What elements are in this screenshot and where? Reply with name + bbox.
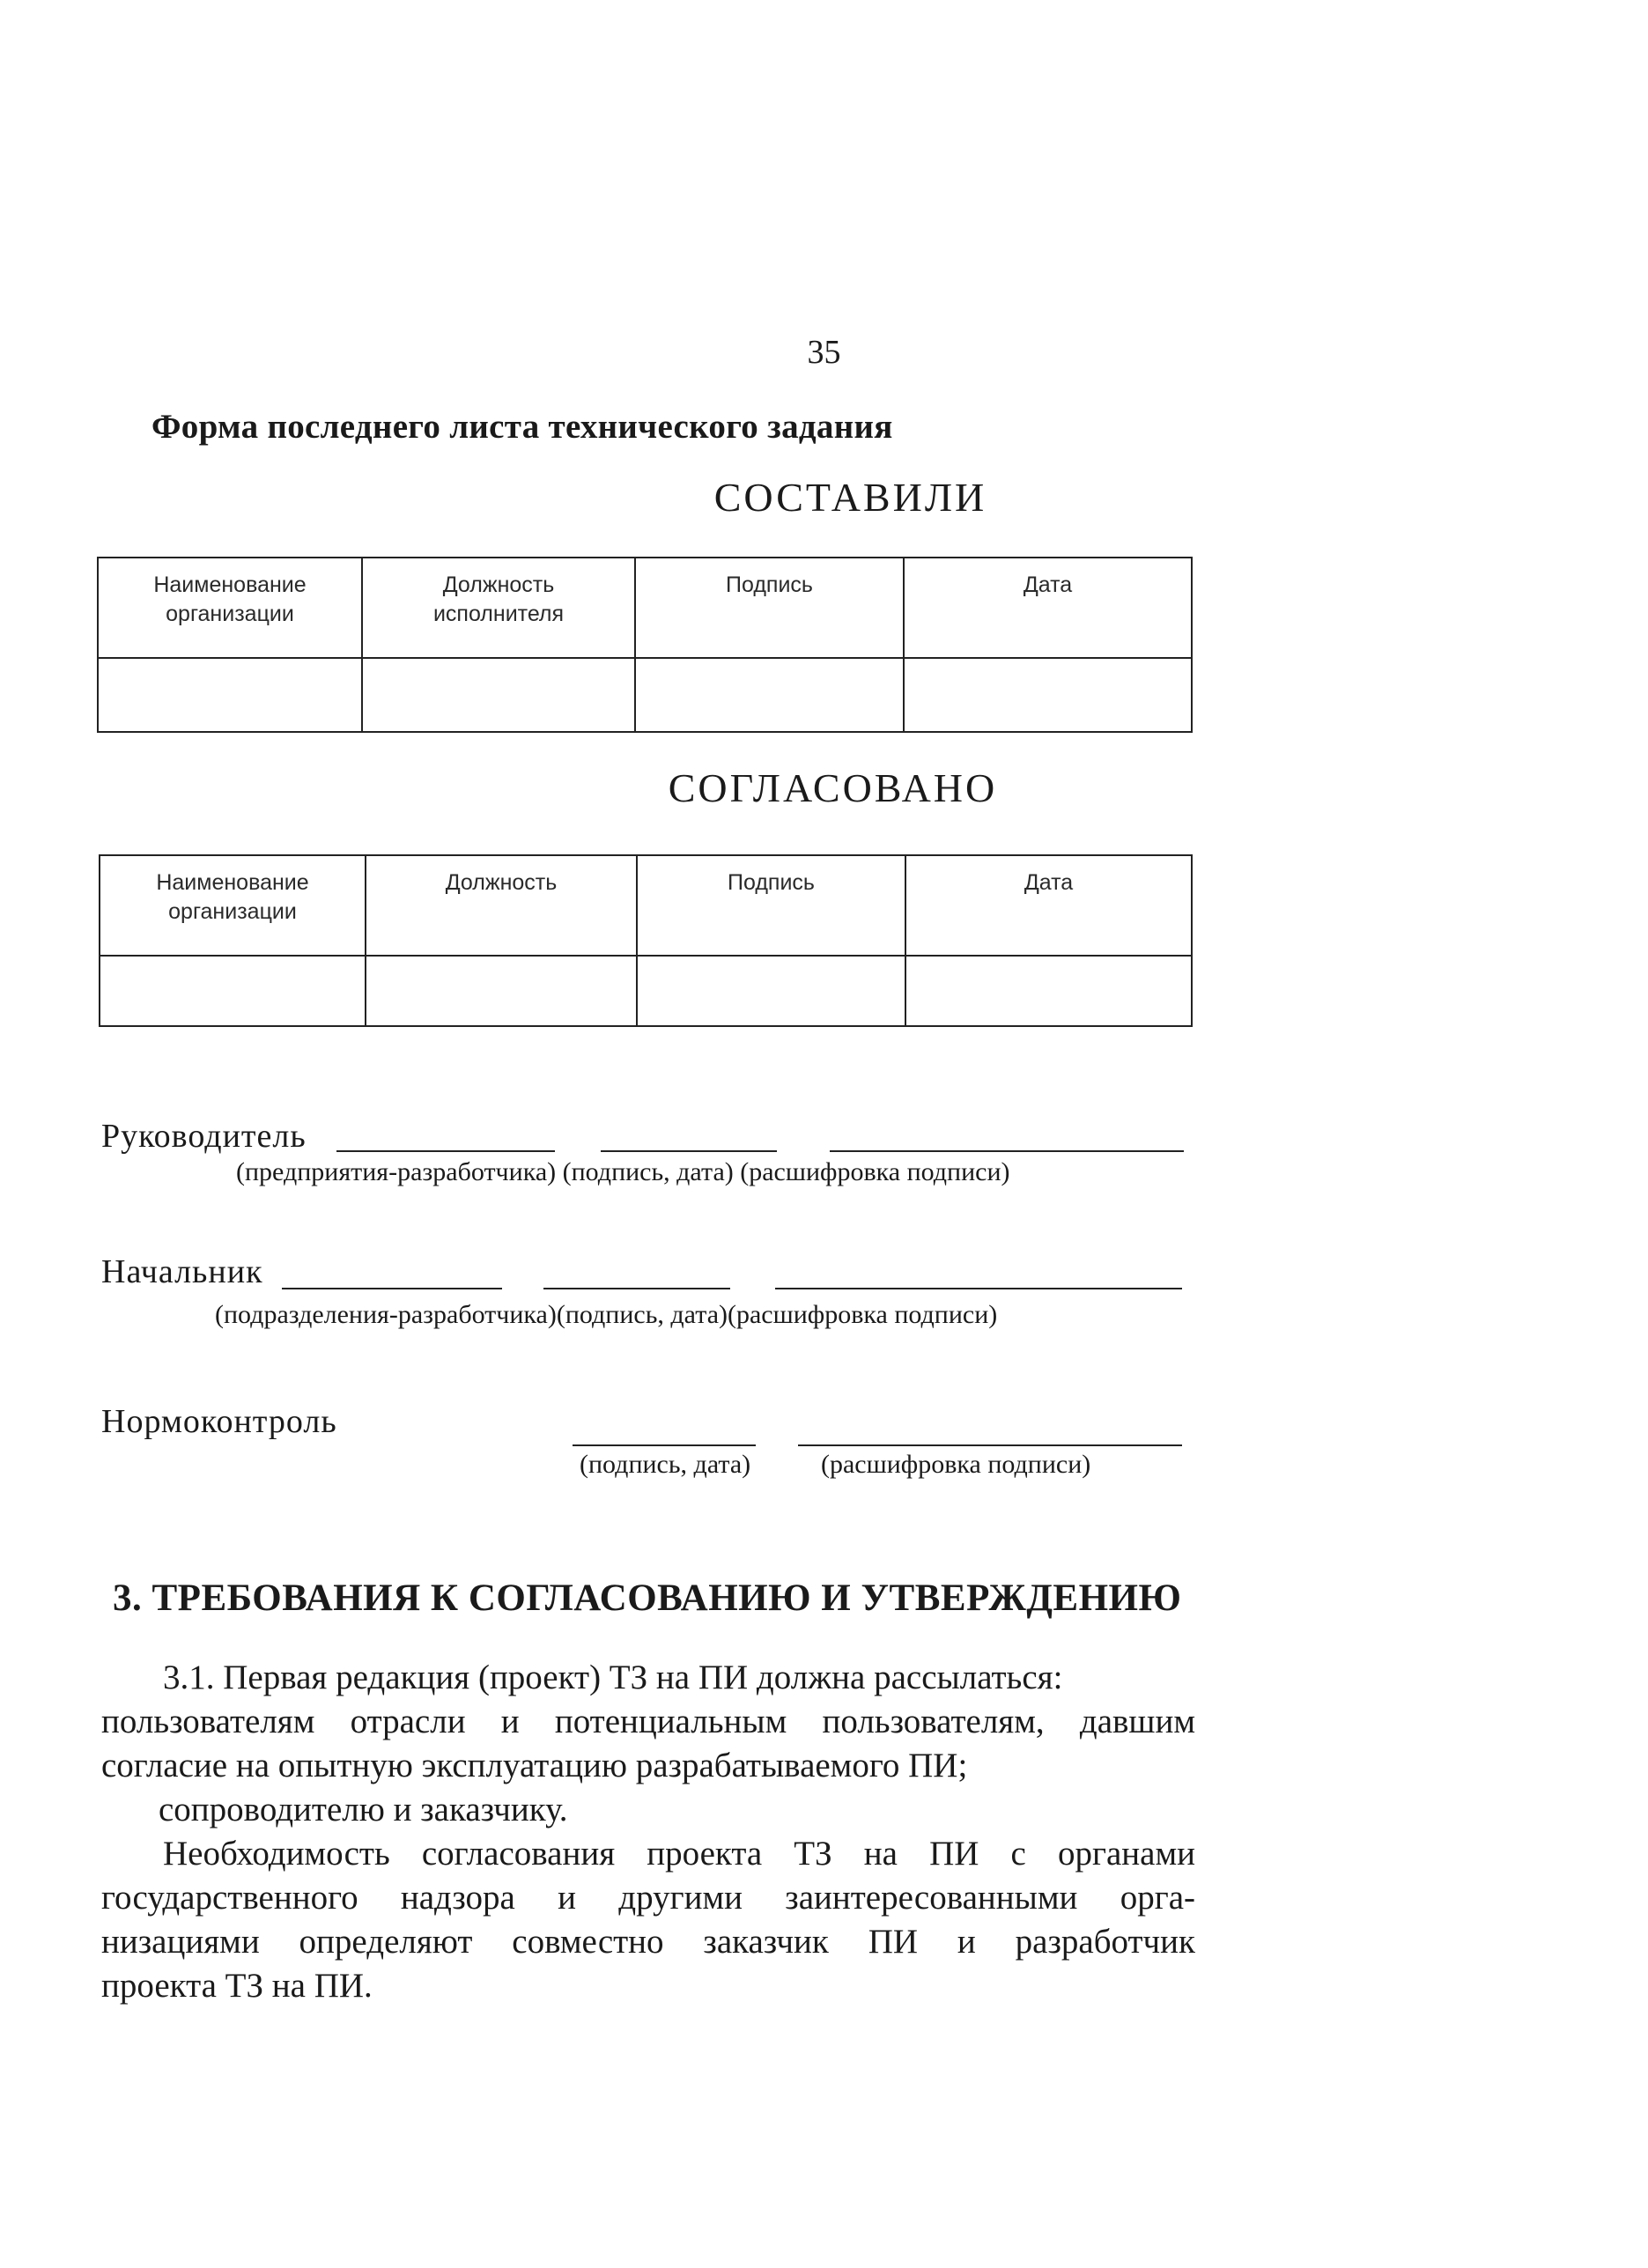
normcontrol-decode-line xyxy=(798,1444,1182,1446)
blank-cell xyxy=(635,658,904,732)
table-header-row xyxy=(98,558,1192,658)
chief-decode-line xyxy=(775,1288,1182,1289)
blank-cell xyxy=(637,956,905,1026)
blank-cell xyxy=(362,658,635,732)
column-header-date: Дата xyxy=(904,558,1192,658)
column-header-signature: Подпись xyxy=(635,558,904,658)
soglasovano-table xyxy=(99,854,1193,1027)
blank-cell xyxy=(98,658,362,732)
sostavili-heading: СОСТАВИЛИ xyxy=(713,475,987,520)
column-header-signature: Подпись xyxy=(637,855,905,956)
normcontrol-label: Нормоконтроль xyxy=(101,1403,337,1440)
soglasovano-heading: СОГЛАСОВАНО xyxy=(668,765,998,810)
page-number: 35 xyxy=(807,334,841,371)
table-header-row xyxy=(100,855,1192,956)
blank-cell xyxy=(366,956,637,1026)
normcontrol-sign-caption: (подпись, дата) xyxy=(580,1450,751,1479)
normcontrol-sign-line xyxy=(573,1444,756,1446)
chief-caption: (подразделения-разработчика)(подпись, дата)(расшифровка подписи) xyxy=(215,1300,998,1329)
chief-sign-line xyxy=(543,1288,730,1289)
column-header-date: Дата xyxy=(905,855,1192,956)
head-caption: (предприятия-разработчика) (подпись, дата) (расшифровка подписи) xyxy=(236,1157,1010,1186)
chief-org-line xyxy=(282,1288,502,1289)
section3-paragraph-2: сопроводителю и заказчику. xyxy=(159,1791,568,1828)
blank-cell xyxy=(905,956,1192,1026)
form-title: Форма последнего листа технического задания xyxy=(151,408,893,446)
section3-paragraph-3: Необходимость согласования проекта ТЗ на ПИ с органами государственного надзора и другими заинтересованными орга- низациями определяют совместно заказчик ПИ и разработчик проекта ТЗ на ПИ. xyxy=(101,1835,1195,2005)
normcontrol-decode-caption: (расшифровка подписи) xyxy=(821,1450,1091,1479)
column-header-organization: Наименование организации xyxy=(98,558,362,658)
head-sign-line xyxy=(601,1150,777,1152)
column-header-position: Должность исполнителя xyxy=(362,558,635,658)
blank-cell xyxy=(904,658,1192,732)
column-header-organization: Наименование организации xyxy=(100,855,366,956)
table-row xyxy=(98,658,1192,732)
sostavili-table xyxy=(97,557,1193,733)
head-decode-line xyxy=(830,1150,1184,1152)
section3-paragraph-1: 3.1. Первая редакция (проект) ТЗ на ПИ должна рассылаться: пользователям отрасли и потенциальным пользователям, давшим согласие на опытную эксплуатацию разрабатываемого ПИ; xyxy=(101,1659,1195,1784)
section3-heading: 3. ТРЕБОВАНИЯ К СОГЛАСОВАНИЮ И УТВЕРЖДЕНИЮ xyxy=(113,1577,1182,1619)
blank-cell xyxy=(100,956,366,1026)
head-label: Руководитель xyxy=(101,1118,307,1155)
chief-label: Начальник xyxy=(101,1253,263,1290)
head-org-line xyxy=(336,1150,555,1152)
column-header-position: Должность xyxy=(366,855,637,956)
table-row xyxy=(100,956,1192,1026)
